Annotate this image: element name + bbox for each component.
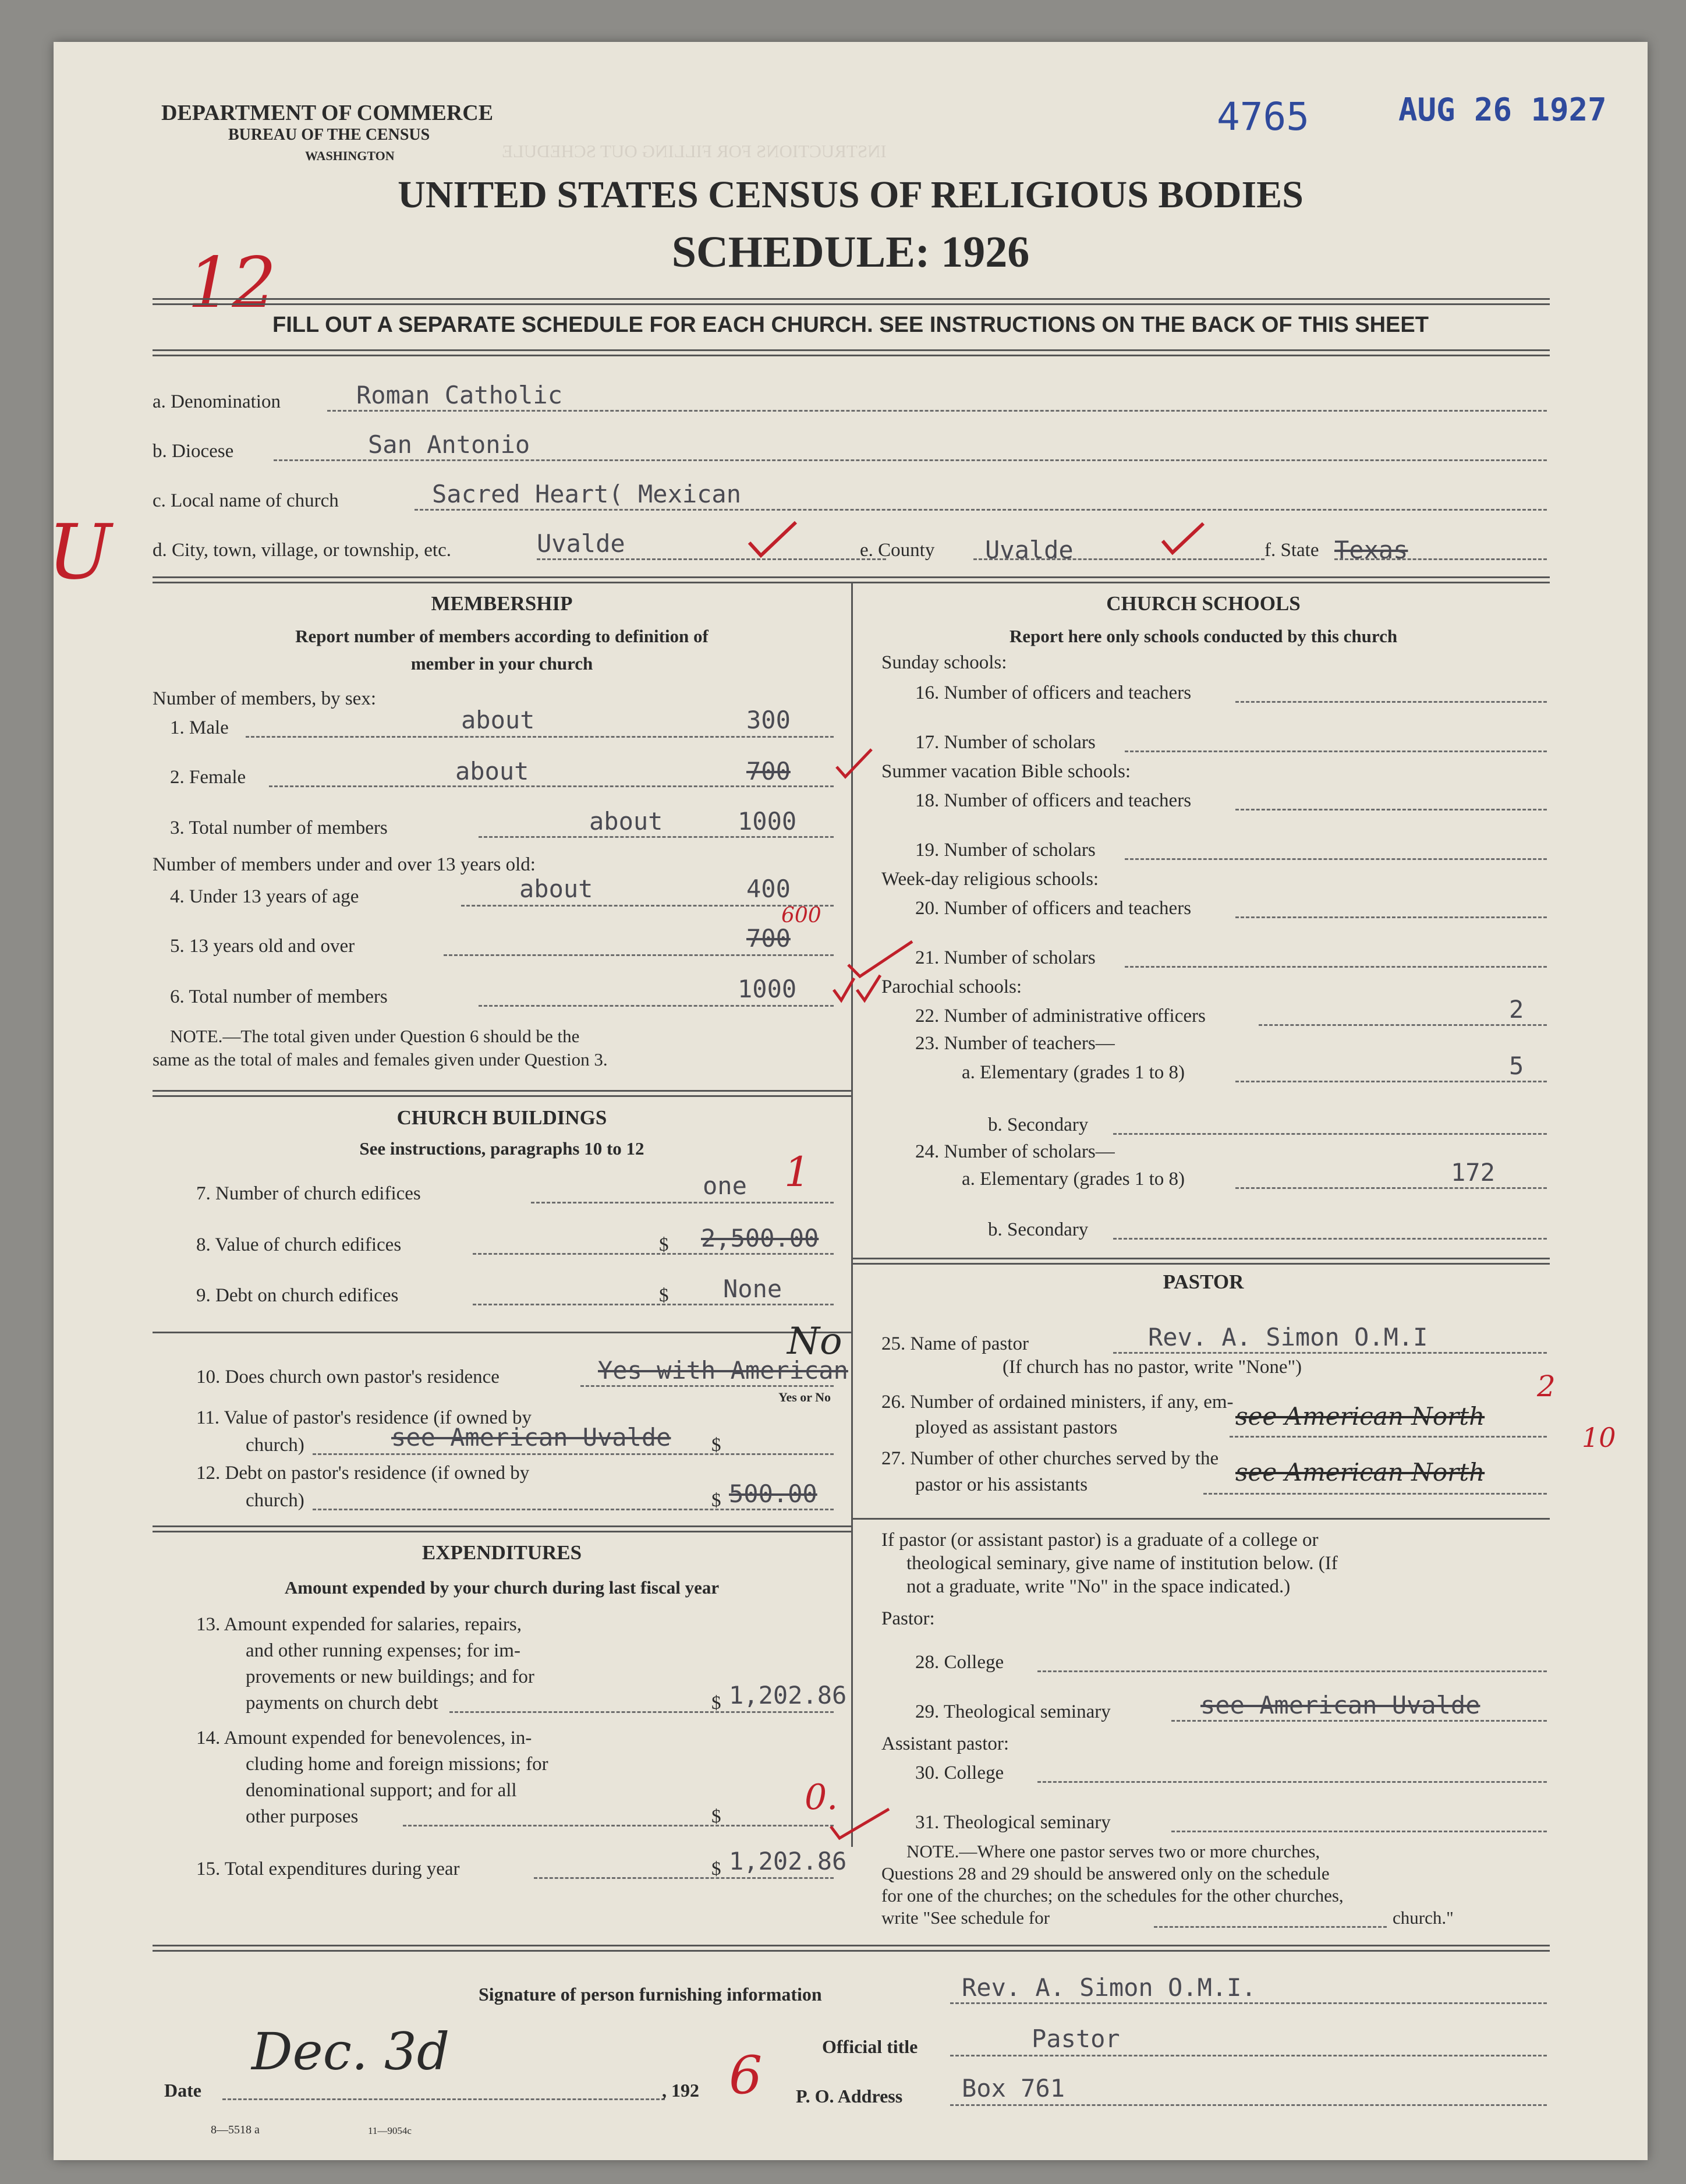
q14-label-4: other purposes — [246, 1806, 359, 1827]
city-label: d. City, town, village, or township, etc. — [153, 540, 451, 561]
q3-line — [479, 836, 834, 838]
q29-line — [1171, 1720, 1547, 1722]
q29-label: 29. Theological seminary — [915, 1701, 1111, 1722]
q2-female-label: 2. Female — [170, 767, 246, 788]
general-instruction: FILL OUT A SEPARATE SCHEDULE FOR EACH CHURCH. SEE INSTRUCTIONS ON THE BACK OF THIS SHEET — [272, 313, 1429, 337]
membership-note-1: NOTE.—The total given under Question 6 should be the — [170, 1026, 580, 1046]
assistant-pastor-heading: Assistant pastor: — [881, 1733, 1010, 1754]
pastor-note-blank — [1154, 1926, 1387, 1928]
q14-label-1: 14. Amount expended for benevolences, in- — [196, 1728, 532, 1748]
q26-value[interactable]: see American North — [1235, 1402, 1485, 1431]
q29-value[interactable]: see American Uvalde — [1200, 1691, 1480, 1719]
city-value[interactable]: Uvalde — [537, 529, 625, 558]
q11-dollar: $ — [711, 1435, 721, 1456]
q11-line — [313, 1453, 834, 1455]
sunday-schools-heading: Sunday schools: — [881, 652, 1007, 673]
info-rule — [153, 576, 1550, 583]
q7-correction: 1 — [784, 1148, 810, 1196]
q14-value[interactable]: 0. — [805, 1777, 838, 1818]
weekday-schools-heading: Week-day religious schools: — [881, 869, 1099, 890]
date-label: Date — [164, 2080, 201, 2101]
q24a-label: a. Elementary (grades 1 to 8) — [962, 1169, 1185, 1190]
q13-label-1: 13. Amount expended for salaries, repairs, — [196, 1614, 522, 1635]
q13-value[interactable]: 1,202.86 — [729, 1681, 847, 1709]
q9-value[interactable]: None — [723, 1275, 782, 1303]
q23a-line — [1235, 1081, 1547, 1082]
q8-dollar: $ — [659, 1234, 669, 1255]
margin-handwritten-number: 12 — [187, 243, 277, 324]
q31-label: 31. Theological seminary — [915, 1812, 1111, 1833]
q21-line — [1125, 966, 1547, 968]
bureau-name: BUREAU OF THE CENSUS — [228, 126, 430, 144]
denomination-line — [327, 410, 1547, 412]
q4-note: about — [519, 875, 593, 903]
q10-line — [580, 1385, 834, 1387]
local-name-label: c. Local name of church — [153, 490, 339, 511]
q8-value-label: 8. Value of church edifices — [196, 1234, 402, 1255]
q3-total-label: 3. Total number of members — [170, 817, 388, 838]
year-digit[interactable]: 6 — [729, 2045, 763, 2106]
q22-label: 22. Number of administrative officers — [915, 1006, 1206, 1026]
q4-value[interactable]: 400 — [746, 875, 791, 903]
q14-dollar: $ — [711, 1806, 721, 1827]
q15-line — [534, 1877, 834, 1879]
graduate-info-2: theological seminary, give name of institution below. (If — [906, 1553, 1338, 1574]
q30-line — [1037, 1781, 1547, 1783]
pastor-note-2: Questions 28 and 29 should be answered only on the schedule — [881, 1863, 1330, 1884]
q13-line — [449, 1711, 834, 1713]
q26-correction: 2 — [1537, 1369, 1556, 1403]
q2-line — [269, 785, 834, 787]
q24a-line — [1235, 1187, 1547, 1189]
pastor-heading: Pastor: — [881, 1608, 935, 1629]
q23b-line — [1113, 1133, 1547, 1135]
pastor-note-3: for one of the churches; on the schedules for the other churches, — [881, 1885, 1344, 1906]
q17-label: 17. Number of scholars — [915, 732, 1096, 753]
q26-line — [1230, 1436, 1547, 1438]
q6-check-icon — [831, 972, 883, 1007]
po-address-label: P. O. Address — [796, 2086, 903, 2107]
q2-check-icon — [834, 746, 874, 781]
q25-label: 25. Name of pastor — [881, 1333, 1029, 1354]
q27-label-1: 27. Number of other churches served by the — [881, 1448, 1219, 1469]
q3-value[interactable]: 1000 — [738, 807, 797, 836]
official-title-label: Official title — [822, 2036, 918, 2057]
q9-rule — [153, 1332, 851, 1333]
q10-residence-label: 10. Does church own pastor's residence — [196, 1367, 500, 1387]
q10-correction: No — [787, 1320, 842, 1363]
graduate-info-3: not a graduate, write "No" in the space indicated.) — [906, 1576, 1291, 1597]
q13-label-3: provements or new buildings; and for — [246, 1666, 534, 1687]
bureau-city: WASHINGTON — [305, 148, 395, 163]
q24b-line — [1113, 1238, 1547, 1240]
q22-line — [1259, 1024, 1547, 1026]
q18-line — [1235, 809, 1547, 810]
pastor-note-4: write "See schedule for — [881, 1907, 1050, 1928]
q10-value[interactable]: Yes with American — [598, 1356, 848, 1385]
q27-correction: 10 — [1582, 1422, 1616, 1453]
q23a-value[interactable]: 5 — [1509, 1052, 1524, 1080]
q24-label: 24. Number of scholars— — [915, 1141, 1115, 1162]
q12-dollar: $ — [711, 1490, 721, 1511]
buildings-title: CHURCH BUILDINGS — [396, 1106, 607, 1129]
received-stamp-number: 4765 — [1217, 94, 1309, 139]
q8-line — [473, 1253, 834, 1255]
form-number-1: 8—5518 a — [211, 2123, 260, 2136]
parochial-schools-heading: Parochial schools: — [881, 976, 1022, 997]
q3-note: about — [589, 807, 663, 836]
buildings-subtitle: See instructions, paragraphs 10 to 12 — [359, 1138, 644, 1159]
q12-label-2: church) — [246, 1490, 304, 1511]
q11-label-1: 11. Value of pastor's residence (if owned by — [196, 1407, 532, 1428]
q14-check-icon — [828, 1806, 892, 1841]
membership-rule — [153, 1090, 851, 1097]
q25-line — [1113, 1352, 1547, 1354]
q19-line — [1125, 858, 1547, 860]
q2-value[interactable]: 700 — [746, 757, 791, 785]
expenditures-subtitle: Amount expended by your church during last fiscal year — [284, 1577, 720, 1598]
q7-value[interactable]: one — [703, 1171, 747, 1200]
q4-under13-label: 4. Under 13 years of age — [170, 886, 359, 907]
state-label: f. State — [1264, 540, 1319, 561]
membership-note-2: same as the total of males and females given under Question 3. — [153, 1049, 608, 1070]
q11-label-2: church) — [246, 1435, 304, 1456]
schools-subtitle: Report here only schools conducted by this church — [1009, 626, 1398, 646]
q2-note: about — [455, 757, 529, 785]
denomination-value[interactable]: Roman Catholic — [356, 381, 563, 409]
county-label: e. County — [860, 540, 935, 561]
date-line — [222, 2098, 665, 2100]
q12-value[interactable]: 500.00 — [729, 1479, 817, 1508]
members-by-age-heading: Number of members under and over 13 years old: — [153, 854, 536, 875]
department-name: DEPARTMENT OF COMMERCE — [161, 101, 494, 125]
po-address-line — [950, 2104, 1547, 2106]
q1-note: about — [461, 706, 535, 734]
q4-correction: 600 — [781, 904, 821, 928]
q27-label-2: pastor or his assistants — [915, 1474, 1088, 1495]
q6-line — [479, 1005, 834, 1007]
q23-label: 23. Number of teachers— — [915, 1033, 1115, 1054]
pastor-note-5: church." — [1393, 1907, 1454, 1928]
q25-value[interactable]: Rev. A. Simon O.M.I — [1148, 1323, 1428, 1351]
official-title-value[interactable]: Pastor — [1032, 2024, 1120, 2053]
q16-label: 16. Number of officers and teachers — [915, 682, 1192, 703]
signature-label: Signature of person furnishing information — [479, 1984, 822, 2005]
q27-line — [1203, 1493, 1547, 1495]
q1-male-label: 1. Male — [170, 717, 229, 738]
county-check-icon — [1160, 521, 1206, 555]
local-name-line — [415, 509, 1547, 511]
q11-value[interactable]: see American Uvalde — [391, 1423, 671, 1452]
q23b-label: b. Secondary — [988, 1114, 1089, 1135]
city-check-icon — [746, 519, 799, 560]
local-name-value[interactable]: Sacred Heart( Mexican — [432, 480, 742, 508]
state-value[interactable]: Texas — [1334, 536, 1408, 564]
q22-value[interactable]: 2 — [1509, 995, 1524, 1024]
q9-dollar: $ — [659, 1285, 669, 1306]
members-by-sex-heading: Number of members, by sex: — [153, 688, 376, 709]
q24b-label: b. Secondary — [988, 1219, 1089, 1240]
pastor-title: PASTOR — [1163, 1270, 1244, 1293]
q17-line — [1125, 751, 1547, 752]
q1-line — [246, 736, 834, 738]
q13-label-4: payments on church debt — [246, 1693, 438, 1714]
form-number-2: 11—9054c — [368, 2125, 412, 2136]
denomination-label: a. Denomination — [153, 391, 281, 412]
pastor-rule — [852, 1518, 1550, 1520]
form-title: UNITED STATES CENSUS OF RELIGIOUS BODIES — [398, 174, 1304, 216]
side-handwritten-mark: U — [48, 508, 112, 596]
q10-hint: Yes or No — [778, 1390, 831, 1404]
q26-label-1: 26. Number of ordained ministers, if any, em- — [881, 1392, 1234, 1413]
q14-line — [403, 1825, 834, 1827]
date-value[interactable]: Dec. 3d — [252, 2022, 450, 2082]
q13-label-2: and other running expenses; for im- — [246, 1640, 520, 1661]
q14-label-2: cluding home and foreign missions; for — [246, 1754, 548, 1775]
diocese-label: b. Diocese — [153, 441, 234, 462]
q25-hint: (If church has no pastor, write "None") — [1003, 1357, 1302, 1378]
schools-rule — [852, 1258, 1550, 1265]
official-title-line — [950, 2055, 1547, 2056]
q4-line — [461, 905, 834, 907]
q9-line — [473, 1304, 834, 1305]
summer-schools-heading: Summer vacation Bible schools: — [881, 761, 1131, 782]
bleed-through-heading: INSTRUCTIONS FOR FILLING OUT SCHEDULE — [502, 141, 887, 161]
q1-value[interactable]: 300 — [746, 706, 791, 734]
q16-line — [1235, 701, 1547, 703]
q23a-label: a. Elementary (grades 1 to 8) — [962, 1062, 1185, 1083]
footer-rule — [153, 1945, 1550, 1952]
q6-value[interactable]: 1000 — [738, 975, 797, 1003]
q21-label: 21. Number of scholars — [915, 947, 1096, 968]
q24a-value[interactable]: 172 — [1451, 1158, 1495, 1187]
q8-value[interactable]: 2,500.00 — [701, 1224, 819, 1252]
q31-line — [1171, 1831, 1547, 1832]
q19-label: 19. Number of scholars — [915, 840, 1096, 861]
membership-title: MEMBERSHIP — [431, 592, 573, 615]
header-rule-top — [153, 298, 1550, 305]
membership-subtitle-2: member in your church — [410, 653, 593, 674]
q5-value[interactable]: 700 — [746, 924, 791, 953]
signature-line — [950, 2002, 1547, 2004]
q26-label-2: ployed as assistant pastors — [915, 1417, 1118, 1438]
po-address-value[interactable]: Box 761 — [962, 2074, 1065, 2102]
q12-label-1: 12. Debt on pastor's residence (if owned by — [196, 1463, 530, 1484]
q20-label: 20. Number of officers and teachers — [915, 898, 1192, 919]
received-stamp-date: AUG 26 1927 — [1398, 91, 1607, 128]
q14-label-3: denominational support; and for all — [246, 1780, 517, 1801]
q7-edifices-label: 7. Number of church edifices — [196, 1183, 421, 1204]
q30-label: 30. College — [915, 1762, 1004, 1783]
q15-value[interactable]: 1,202.86 — [729, 1847, 847, 1875]
county-value[interactable]: Uvalde — [985, 536, 1074, 564]
q5-line — [444, 954, 834, 956]
q18-label: 18. Number of officers and teachers — [915, 790, 1192, 811]
graduate-info-1: If pastor (or assistant pastor) is a graduate of a college or — [881, 1530, 1319, 1551]
schools-title: CHURCH SCHOOLS — [1106, 592, 1301, 615]
q9-debt-label: 9. Debt on church edifices — [196, 1285, 399, 1306]
q20-line — [1235, 916, 1547, 918]
q27-value[interactable]: see American North — [1235, 1458, 1485, 1486]
membership-subtitle-1: Report number of members according to definition of — [295, 626, 709, 646]
q15-total-label: 15. Total expenditures during year — [196, 1859, 460, 1879]
schedule-title: SCHEDULE: 1926 — [671, 228, 1030, 277]
buildings-rule — [153, 1525, 851, 1532]
header-rule-bottom — [153, 349, 1550, 356]
diocese-line — [274, 459, 1547, 461]
signature-value[interactable]: Rev. A. Simon O.M.I. — [962, 1973, 1256, 2002]
q28-label: 28. College — [915, 1652, 1004, 1673]
q13-dollar: $ — [711, 1693, 721, 1714]
pastor-note-1: NOTE.—Where one pastor serves two or more churches, — [906, 1841, 1320, 1861]
q5-13over-label: 5. 13 years old and over — [170, 936, 355, 957]
q6-total-label: 6. Total number of members — [170, 986, 388, 1007]
q7-line — [531, 1202, 834, 1203]
diocese-value[interactable]: San Antonio — [368, 430, 530, 459]
census-form-sheet — [48, 42, 1648, 2160]
q28-line — [1037, 1670, 1547, 1672]
year-prefix: , 192 — [662, 2080, 699, 2101]
expenditures-title: EXPENDITURES — [422, 1541, 582, 1564]
q15-dollar: $ — [711, 1859, 721, 1879]
city-line — [537, 558, 886, 560]
q12-line — [313, 1509, 834, 1510]
